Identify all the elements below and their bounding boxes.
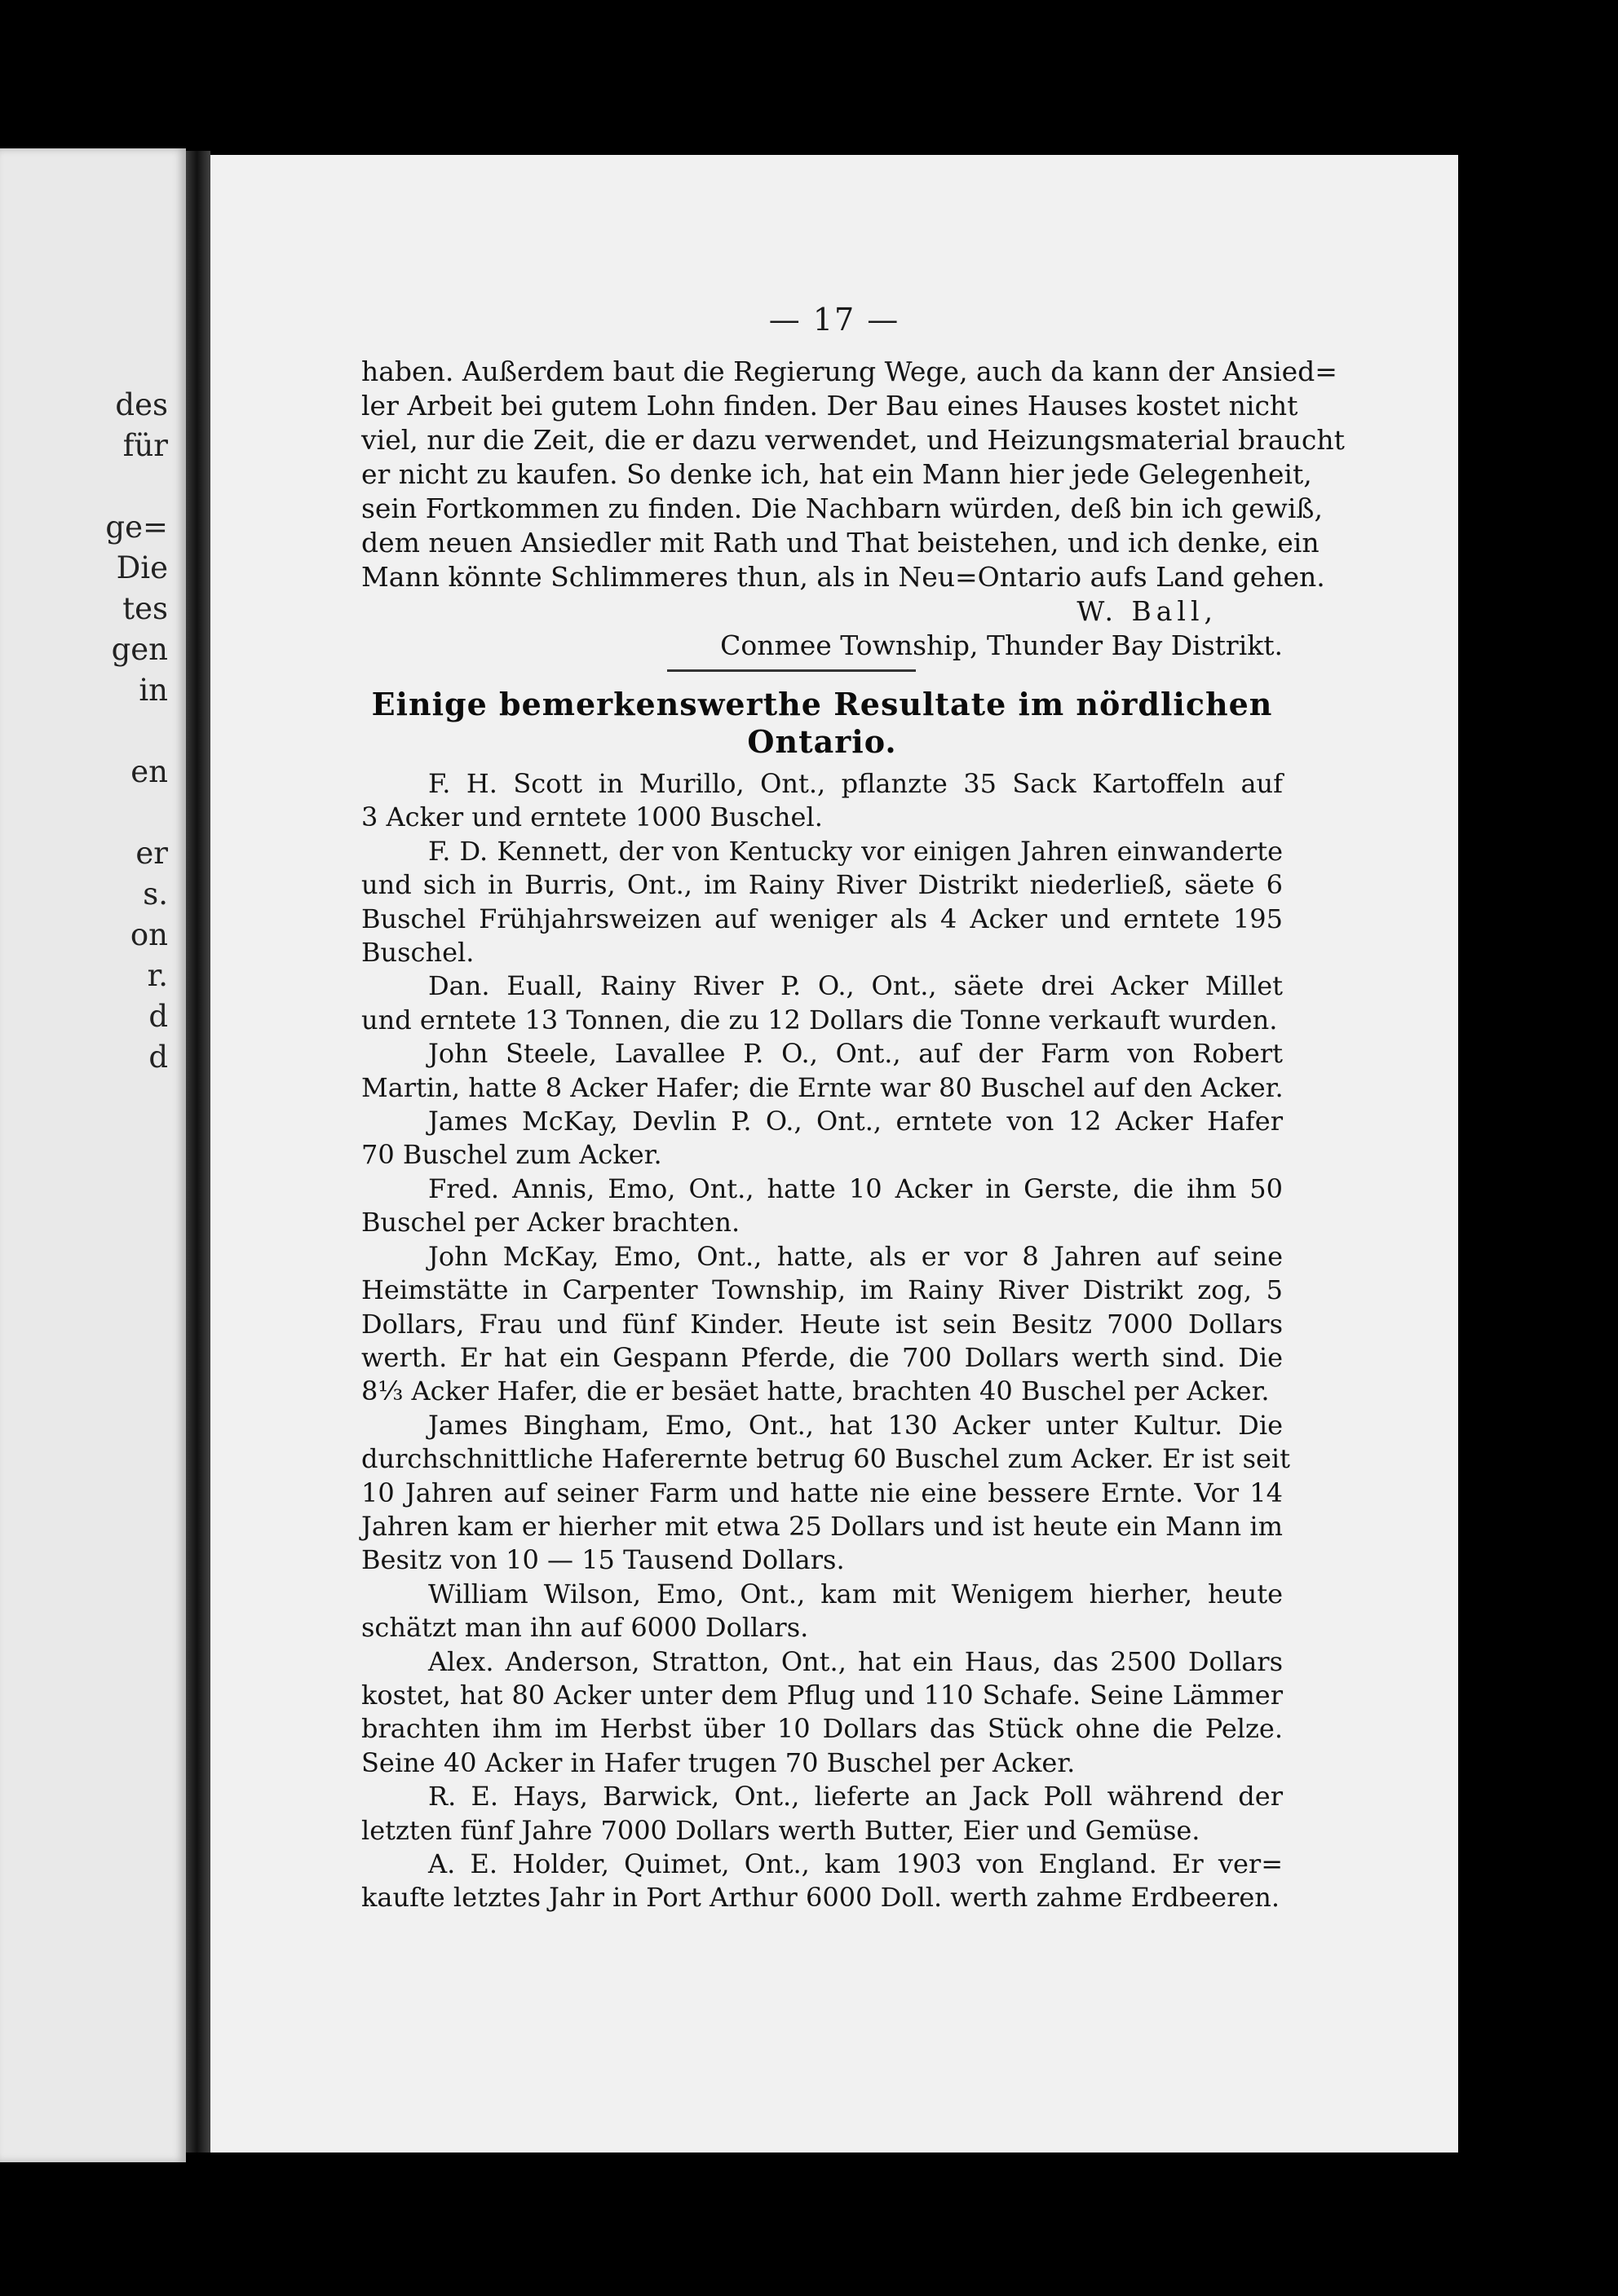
letter-line: viel, nur die Zeit, die er dazu verwendet, und Heizungsmaterial braucht	[361, 424, 1345, 456]
result-line: werth. Er hat ein Gespann Pferde, die 700 Dollars werth sind. Die	[361, 1341, 1283, 1373]
left-page-fragment: tes	[122, 591, 168, 626]
left-page-fragment: d	[148, 1040, 168, 1075]
result-line: 70 Buschel zum Acker.	[361, 1139, 662, 1171]
letter-line: er nicht zu kaufen. So denke ich, hat ein Mann hier jede Gelegenheit,	[361, 458, 1312, 490]
book-gutter	[186, 151, 210, 2152]
result-line: brachten ihm im Herbst über 10 Dollars das Stück ohne die Pelze.	[361, 1713, 1283, 1745]
left-page-fragment: ge=	[105, 510, 168, 545]
letter-location: Conmee Township, Thunder Bay Distrikt.	[720, 629, 1283, 661]
book-page	[210, 155, 1458, 2152]
result-entry	[361, 1240, 1283, 1409]
letter-line: haben. Außerdem baut die Regierung Wege, auch da kann der Ansied=	[361, 355, 1337, 387]
section-heading-line-1: Einige bemerkenswerthe Resultate im nördlichen	[371, 686, 1273, 722]
result-line: Martin, hatte 8 Acker Hafer; die Ernte war 80 Buschel auf den Acker.	[361, 1071, 1284, 1103]
result-line: Dollars, Frau und fünf Kinder. Heute ist sein Besitz 7000 Dollars	[361, 1308, 1283, 1340]
result-line: kostet, hat 80 Acker unter dem Pflug und 110 Schafe. Seine Lämmer	[361, 1679, 1283, 1711]
result-line: Buschel Frühjahrsweizen auf weniger als 4 Acker und erntete 195	[361, 903, 1283, 934]
left-page-fragment: gen	[111, 632, 168, 667]
result-line: William Wilson, Emo, Ont., kam mit Wenigem hierher, heute	[428, 1578, 1283, 1609]
result-line: Heimstätte in Carpenter Township, im Rainy River Distrikt zog, 5	[361, 1274, 1283, 1306]
result-line: F. D. Kennett, der von Kentucky vor einigen Jahren einwanderte	[428, 835, 1283, 867]
left-page-fragment: r.	[147, 958, 168, 993]
result-line: John McKay, Emo, Ont., hatte, als er vor 8 Jahren auf seine	[428, 1240, 1283, 1272]
section-heading	[361, 686, 1283, 761]
result-line: James McKay, Devlin P. O., Ont., erntete von 12 Acker Hafer	[428, 1106, 1283, 1137]
result-line: schätzt man ihn auf 6000 Dollars.	[361, 1612, 809, 1644]
left-page-fragment: on	[130, 917, 168, 952]
letter-line: Mann könnte Schlimmeres thun, als in Neu=Ontario aufs Land gehen.	[361, 561, 1325, 593]
result-line: Besitz von 10 — 15 Tausend Dollars.	[361, 1544, 845, 1576]
left-page-fragment	[70, 711, 168, 752]
result-entry	[361, 1409, 1291, 1578]
result-line: Alex. Anderson, Stratton, Ont., hat ein Haus, das 2500 Dollars	[428, 1645, 1283, 1677]
left-page-edge	[0, 148, 186, 2162]
result-line: Jahren kam er hierher mit etwa 25 Dollars und ist heute ein Mann im	[361, 1510, 1283, 1542]
left-page-fragment	[70, 466, 168, 507]
result-line: und sich in Burris, Ont., im Rainy River Distrikt niederließ, säete 6	[361, 869, 1283, 901]
result-entry	[361, 1645, 1283, 1781]
result-line: F. H. Scott in Murillo, Ont., pflanzte 35 Sack Kartoffeln auf	[428, 768, 1283, 799]
left-page-fragment: in	[139, 673, 168, 708]
results-list	[361, 767, 1291, 1915]
letter-line: ler Arbeit bei gutem Lohn finden. Der Bau eines Hauses kostet nicht	[361, 390, 1298, 422]
result-line: James Bingham, Emo, Ont., hat 130 Acker unter Kultur. Die	[428, 1409, 1283, 1441]
result-entry	[361, 767, 1283, 835]
result-line: A. E. Holder, Quimet, Ont., kam 1903 von England. Er ver=	[428, 1848, 1283, 1879]
heading-rule	[667, 669, 916, 672]
letter-signature: W. Ball,	[1076, 595, 1218, 627]
left-page-fragment: Die	[116, 550, 168, 585]
letter-line: dem neuen Ansiedler mit Rath und That beistehen, und ich denke, ein	[361, 527, 1320, 559]
result-entry	[361, 835, 1283, 970]
result-entry	[361, 1037, 1283, 1105]
result-entry	[361, 1105, 1283, 1172]
left-page-fragment: des	[115, 387, 168, 422]
result-entry	[361, 969, 1283, 1037]
result-line: Buschel per Acker brachten.	[361, 1207, 740, 1239]
page-body	[361, 355, 1345, 1915]
left-page-fragment	[70, 793, 168, 833]
result-line: kaufte letztes Jahr in Port Arthur 6000 Doll. werth zahme Erdbeeren.	[361, 1882, 1280, 1914]
result-line: Buschel.	[361, 937, 475, 969]
result-line: letzten fünf Jahre 7000 Dollars werth Butter, Eier und Gemüse.	[361, 1814, 1200, 1846]
result-line: Fred. Annis, Emo, Ont., hatte 10 Acker in Gerste, die ihm 50	[428, 1172, 1283, 1204]
result-line: 8⅓ Acker Hafer, die er besäet hatte, brachten 40 Buschel per Acker.	[361, 1375, 1270, 1407]
result-line: Seine 40 Acker in Hafer trugen 70 Buschel per Acker.	[361, 1746, 1076, 1778]
result-entry	[361, 1780, 1283, 1848]
result-entry	[361, 1172, 1283, 1240]
left-page-fragment: für	[122, 428, 168, 463]
result-line: durchschnittliche Haferernte betrug 60 Buschel zum Acker. Er ist seit	[361, 1443, 1291, 1475]
result-entry	[361, 1578, 1283, 1645]
left-page-fragment: s.	[143, 876, 168, 912]
section-heading-line-2: Ontario.	[747, 723, 897, 760]
result-line: 10 Jahren auf seiner Farm und hatte nie eine bessere Ernte. Vor 14	[361, 1477, 1283, 1508]
result-line: 3 Acker und erntete 1000 Buschel.	[361, 801, 823, 833]
result-line: Dan. Euall, Rainy River P. O., Ont., säete drei Acker Millet	[428, 970, 1283, 1002]
letter-line: sein Fortkommen zu finden. Die Nachbarn würden, deß bin ich gewiß,	[361, 492, 1323, 524]
result-line: John Steele, Lavallee P. O., Ont., auf der Farm von Robert	[428, 1038, 1283, 1070]
result-entry	[361, 1848, 1283, 1915]
left-page-fragment: en	[130, 754, 168, 789]
result-line: R. E. Hays, Barwick, Ont., lieferte an Jack Poll während der	[428, 1781, 1283, 1813]
result-line: und erntete 13 Tonnen, die zu 12 Dollars die Tonne verkauft wurden.	[361, 1004, 1278, 1035]
page-number: — 17 —	[768, 302, 900, 338]
left-page-fragment: er	[135, 836, 168, 871]
left-page-fragment: d	[148, 999, 168, 1034]
left-page-cut-text	[70, 385, 168, 1078]
letter-continuation	[361, 355, 1345, 594]
